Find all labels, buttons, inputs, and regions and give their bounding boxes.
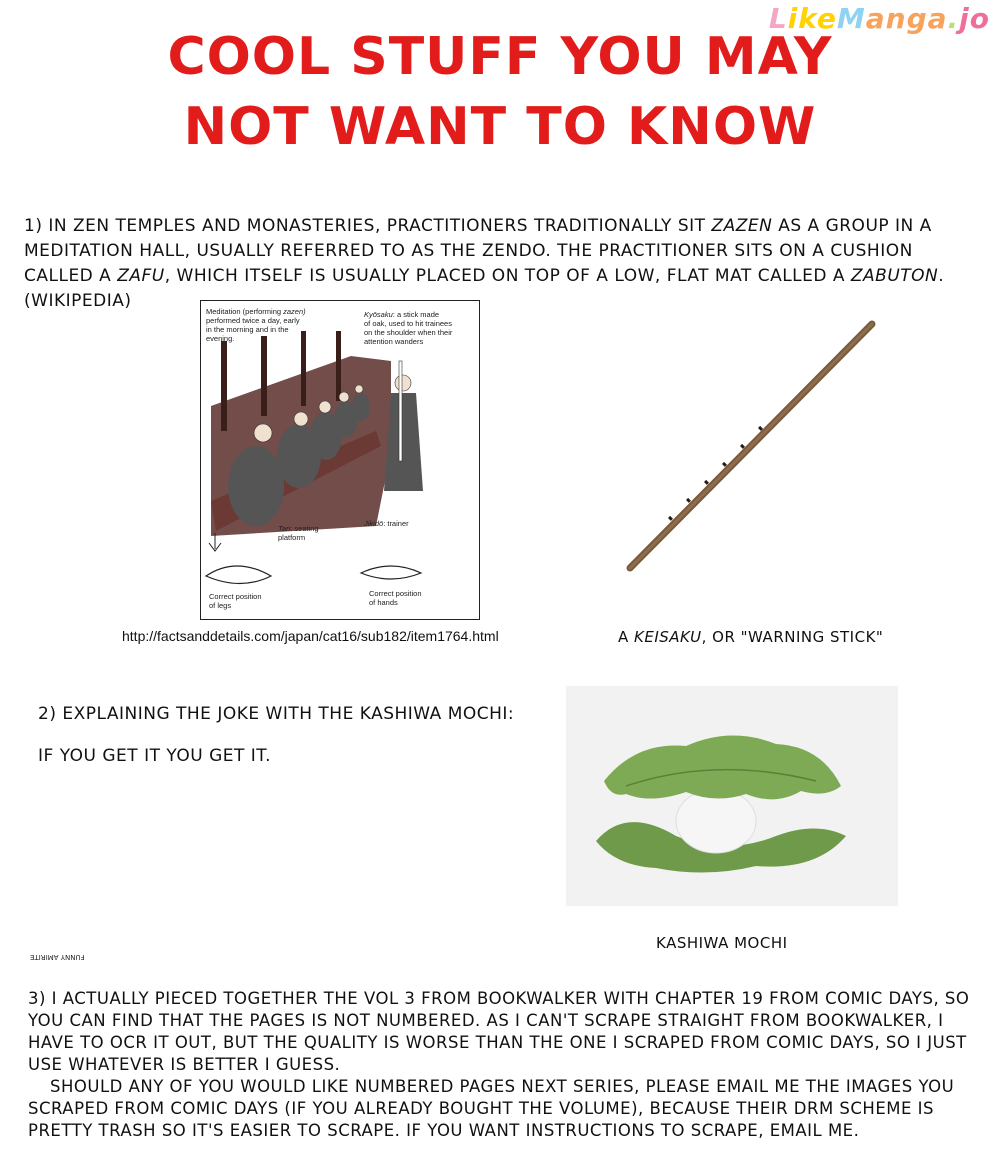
text: A <box>618 628 635 646</box>
fig-label: Correct position <box>209 592 262 601</box>
term-keisaku: KEISAKU <box>634 628 702 646</box>
svg-text:Kyōsaku: a stick made <box>364 310 439 319</box>
fig-label: : trainer <box>383 519 409 528</box>
watermark-letter: M <box>836 2 866 35</box>
section-1-text <box>24 214 984 314</box>
watermark-letter: jo <box>959 2 990 35</box>
fig-label: Tan <box>278 524 291 533</box>
text: 1) IN ZEN TEMPLES AND MONASTERIES, PRACTITIONERS TRADITIONALLY SIT <box>24 216 712 236</box>
tiny-note: FUNNY AMIRITE <box>30 953 85 961</box>
svg-text:Meditation (performing zazen) <box>206 307 306 316</box>
section-2-text: IF YOU GET IT YOU GET IT. <box>38 746 272 766</box>
section-3-para-1: 3) I ACTUALLY PIECED TOGETHER THE VOL 3 FROM BOOKWALKER WITH CHAPTER 19 FROM COMIC DAYS, SO YOU CAN FIND THAT THE PAGES IS NOT NUMBERED. AS I CAN'T SCRAPE STRAIGHT FROM BOOKWALKER, I HAVE TO OCR IT OUT, BUT THE QUALITY IS WORSE THAN THE ONE I SCRAPED FROM COMIC DAYS, SO I JUST USE WHATEVER IS BETTER I GUESS. <box>28 989 970 1074</box>
fig-label: Meditation (performing <box>206 307 282 316</box>
section-3-para-2: SHOULD ANY OF YOU WOULD LIKE NUMBERED PAGES NEXT SERIES, PLEASE EMAIL ME THE IMAGES YOU SCRAPED FROM COMIC DAYS (IF YOU ALREADY BOUGHT THE VOLUME), BECAUSE THEIR DRM SCHEME IS PRETTY TRASH SO IT'S EASIER TO SCRAPE. IF YOU WANT INSTRUCTIONS TO SCRAPE, EMAIL ME. <box>28 1077 955 1140</box>
fig-label: Kyōsaku <box>364 310 393 319</box>
watermark-letter: anga <box>865 2 948 35</box>
caption-mochi: KASHIWA MOCHI <box>656 934 788 952</box>
text: , WHICH ITSELF IS USUALLY PLACED ON TOP OF A LOW, FLAT MAT CALLED A <box>164 266 851 286</box>
fig-label: Jikidō <box>364 519 384 528</box>
fig-label: attention wanders <box>364 337 424 346</box>
text: , OR "WARNING STICK" <box>701 628 884 646</box>
kashiwa-mochi-image <box>566 686 898 906</box>
text: . (WIKIPEDIA) <box>24 266 945 311</box>
text: AS A GROUP IN A MEDITATION HALL, USUALLY REFERRED TO AS THE ZENDO. THE PRACTITIONER SITS ON A CUSHION CALLED A <box>24 216 932 286</box>
watermark-letter: L <box>768 2 788 35</box>
title-line-1: COOL STUFF YOU MAY <box>167 27 833 87</box>
watermark-letter: ike <box>787 2 837 35</box>
term-zafu: ZAFU <box>117 266 165 286</box>
fig-label: of hands <box>369 598 398 607</box>
fig-label: performed twice a day, early <box>206 316 300 325</box>
fig-label: on the shoulder when their <box>364 328 453 337</box>
svg-text:Tan: seating <box>278 524 319 533</box>
page-title <box>0 22 1000 162</box>
svg-text:Jikidō: trainer <box>363 519 409 528</box>
keisaku-stick-image <box>590 310 890 580</box>
fig-label: in the morning and in the <box>206 325 289 334</box>
fig-label: zazen) <box>283 307 306 316</box>
term-zabuton: ZABUTON <box>850 266 939 286</box>
source-url: http://factsanddetails.com/japan/cat16/sub182/item1764.html <box>122 628 499 644</box>
fig-label: of legs <box>209 601 232 610</box>
section-3-text <box>28 988 988 1142</box>
fig-label: of oak, used to hit trainees <box>364 319 452 328</box>
fig-label: Correct position <box>369 589 422 598</box>
zendo-illustration <box>200 300 480 620</box>
watermark-letter: . <box>947 2 960 35</box>
fig-label: : a stick made <box>392 310 440 319</box>
fig-label: evening. <box>206 334 235 343</box>
section-2-heading: 2) EXPLAINING THE JOKE WITH THE KASHIWA MOCHI: <box>38 704 515 724</box>
caption-keisaku <box>618 628 883 646</box>
fig-label: platform <box>278 533 306 542</box>
term-zazen: ZAZEN <box>711 216 773 236</box>
fig-label: : seating <box>290 524 319 533</box>
title-line-2: NOT WANT TO KNOW <box>183 97 817 157</box>
